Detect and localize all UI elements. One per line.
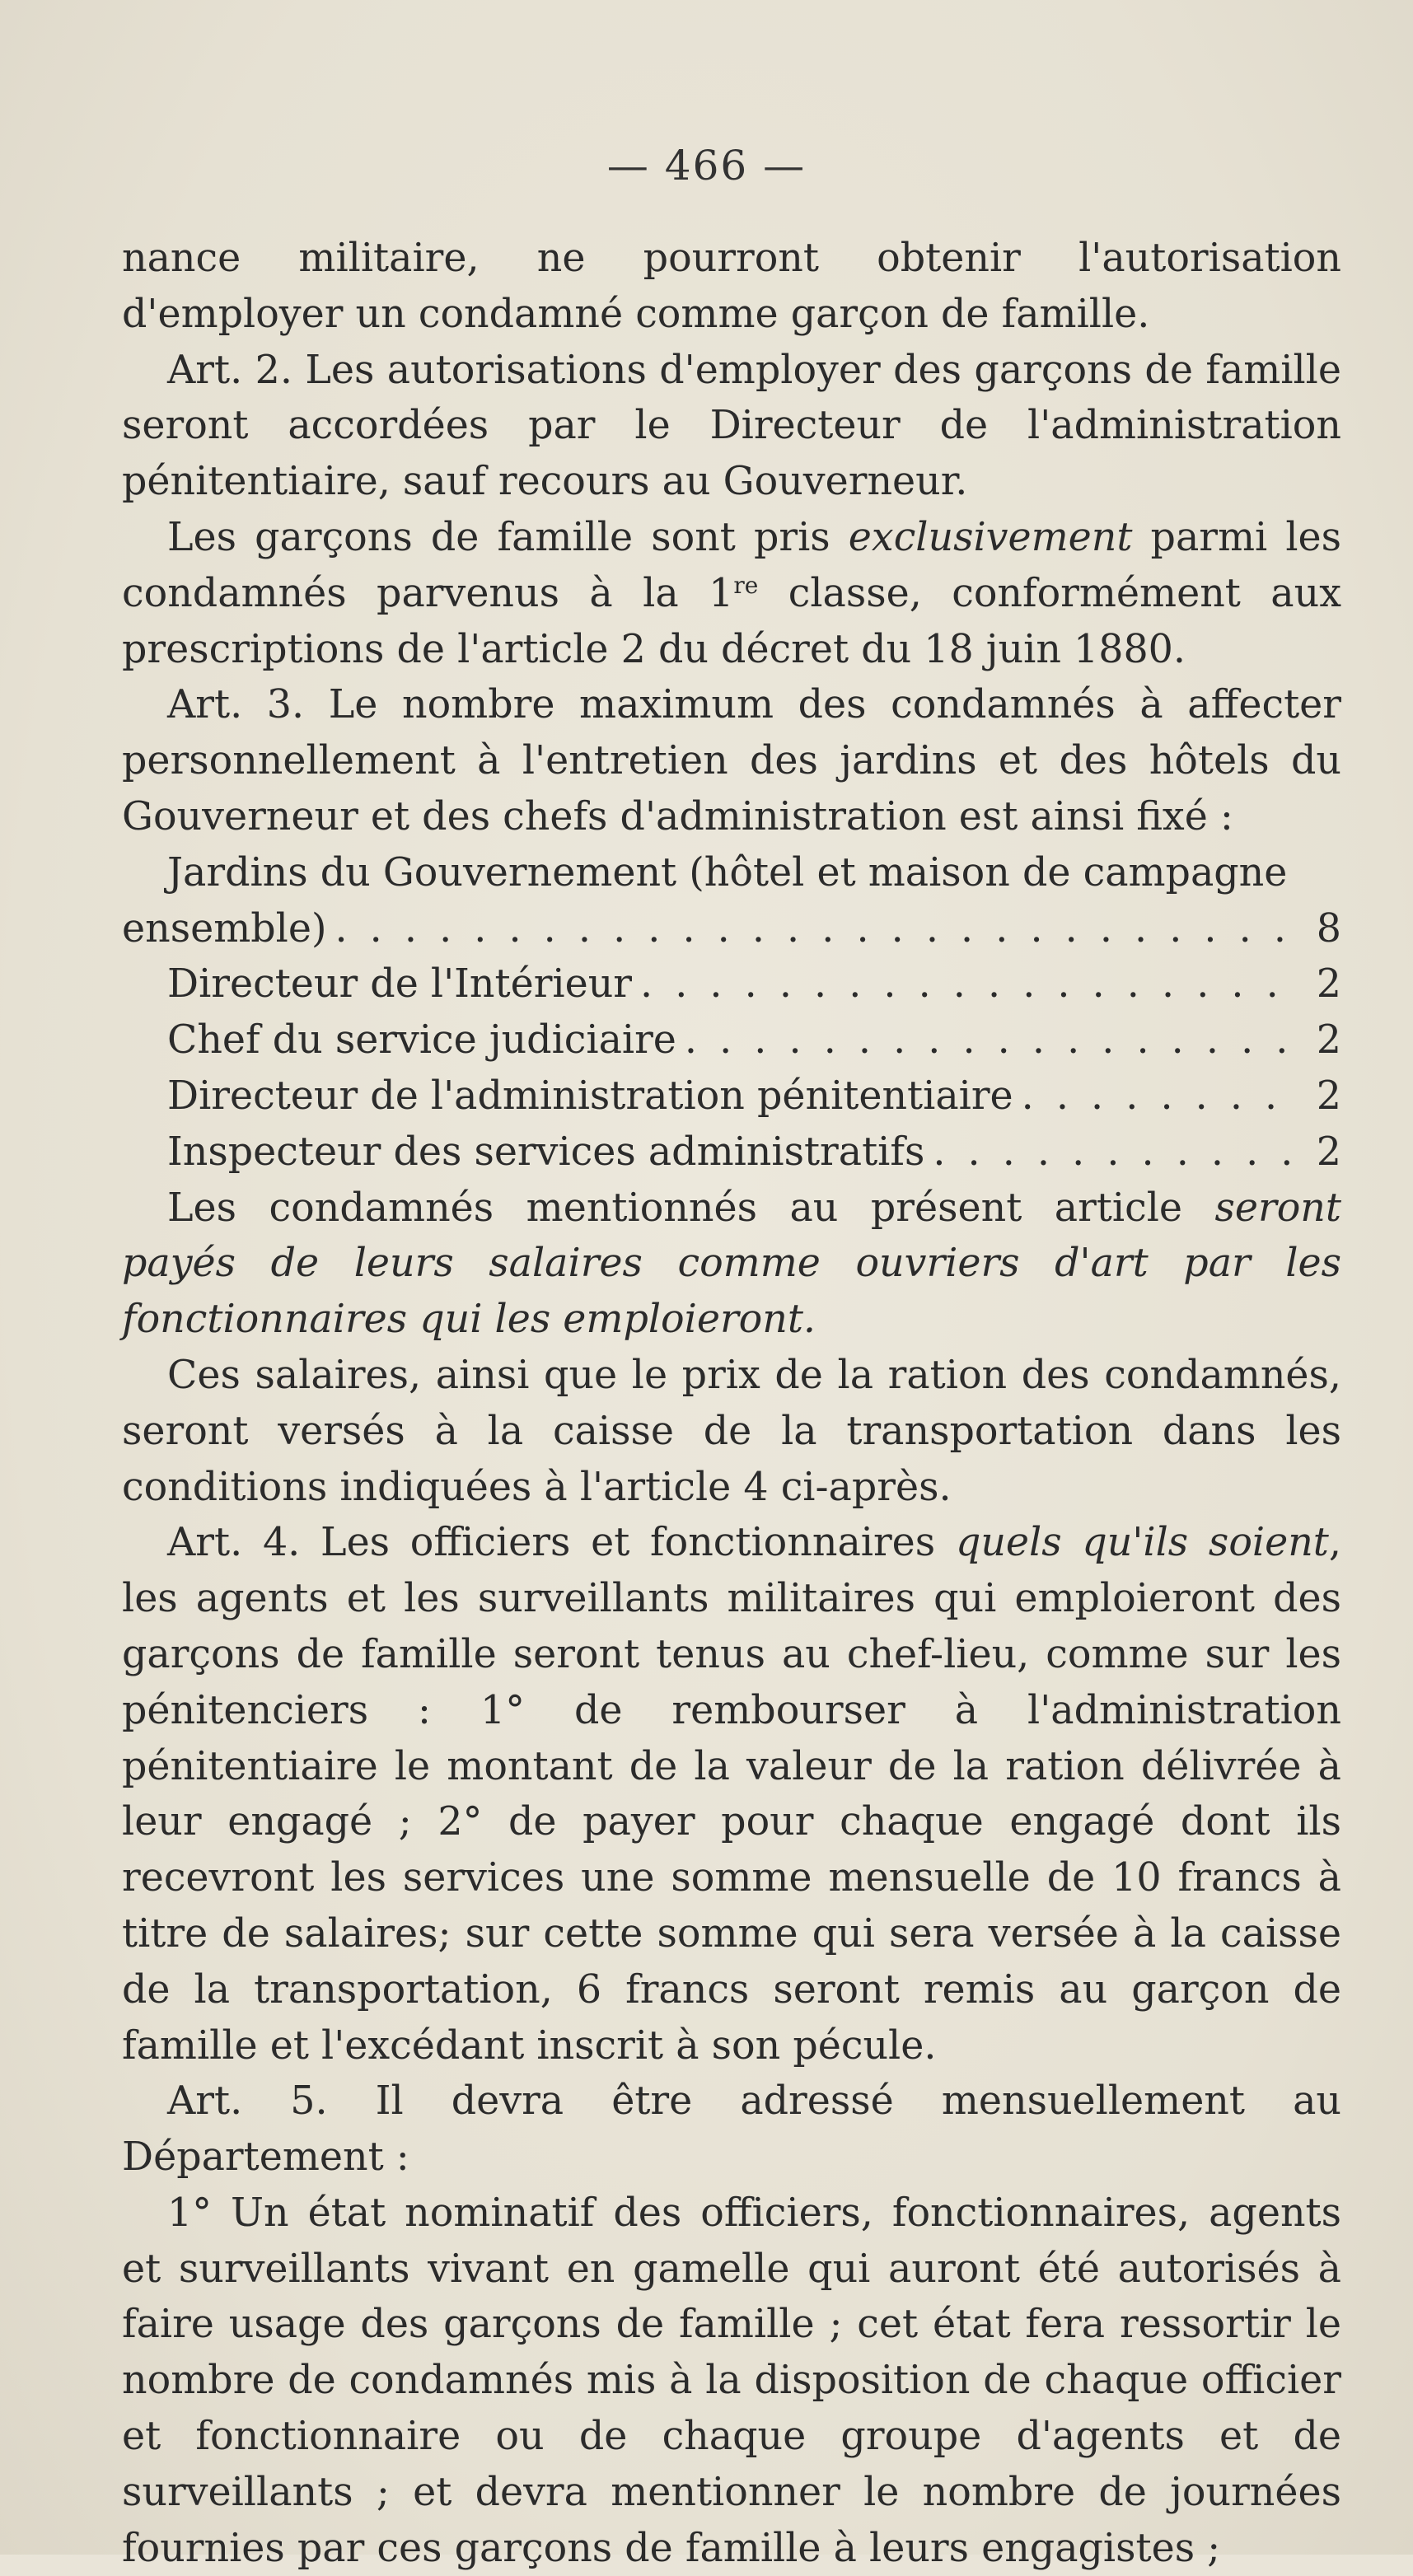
paragraph-text: parmi les condamnés parvenus à la 1 (122, 514, 1342, 616)
allocation-count: 2 (1316, 1073, 1341, 1119)
paragraph-garcons-selection (122, 510, 1341, 677)
superscript: re (733, 571, 759, 599)
paragraph-etat-nominatif: 1° Un état nominatif des officiers, fonctionnaires, agents et surveillants vivant en gamelle qui auront été autorisés à faire usage des garçons de famille ; cet état fera ressortir le nombre de condamnés mis à la disposition de chaque officier et fonctionnaire ou de chaque groupe d'agents et de surveillants ; et devra mentionner le nombre de journées fournies par ces garçons de famille à leurs engagistes ; (122, 2190, 1341, 2571)
paragraph-text: Les condamnés mentionnés au présent article (167, 1185, 1215, 1231)
allocation-label: Inspecteur des services administratifs (167, 1129, 925, 1175)
allocation-row (122, 1068, 1341, 1124)
paragraph-continuation: nance militaire, ne pourront obtenir l'autorisation d'employer un condamné comme garçon de famille. (122, 236, 1341, 337)
paragraph-text: classe, conformément aux prescriptions de l'article 2 du décret du 18 juin 1880. (122, 570, 1341, 672)
dot-leader (1022, 1068, 1300, 1124)
allocation-label: Directeur de l'Intérieur (167, 961, 633, 1007)
dot-leader (640, 956, 1300, 1012)
allocation-table (122, 845, 1341, 1180)
allocation-row (122, 901, 1341, 957)
article-2: Art. 2. Les autorisations d'employer des garçons de famille seront accordées par le Directeur de l'administration pénitentiaire, sauf recours au Gouverneur. (122, 347, 1341, 505)
dot-leader (335, 901, 1300, 957)
paragraph-salaries: Ces salaires, ainsi que le prix de la ration des condamnés, seront versés à la caisse de la transportation dans les conditions indiquées à l'article 4 ci-après. (122, 1352, 1341, 1510)
dot-leader (933, 1124, 1300, 1180)
emphasis-text: seront payés de leurs salaires comme ouvriers d'art par les fonctionnaires qui les emploieront. (122, 1185, 1341, 1343)
article-5: Art. 5. Il devra être adressé mensuellement au Département : (122, 2078, 1341, 2181)
allocation-count: 8 (1316, 905, 1341, 951)
page-number: — 466 — (606, 142, 807, 189)
allocation-label: Directeur de l'administration pénitentiaire (167, 1073, 1013, 1119)
allocation-count: 2 (1316, 1017, 1341, 1064)
allocation-row (122, 1012, 1341, 1068)
allocation-row (122, 1124, 1341, 1180)
body-text (122, 231, 1341, 2576)
paragraph-payment (122, 1180, 1341, 1348)
paragraph-text: Art. 4. Les officiers et fonctionnaires (167, 1520, 956, 1566)
emphasis-text: exclusivement (848, 514, 1133, 560)
allocation-label: ensemble) (122, 905, 327, 951)
allocation-count: 2 (1316, 961, 1341, 1007)
paragraph-text: , les agents et les surveillants militaires qui emploieront des garçons de famille seront tenus au chef-lieu, comme sur les pénitenciers : 1° de rembourser à l'administration pénitentiaire le montant de la valeur de la ration délivrée à leur engagé ; 2° de payer pour chaque engagé dont ils recevront les services une somme mensuelle de 10 francs à titre de salaires; sur cette somme qui sera versée à la caisse de la transportation, 6 francs seront remis au garçon de famille et l'excédant inscrit à son pécule. (122, 1520, 1342, 2069)
dot-leader (685, 1012, 1300, 1068)
article-3: Art. 3. Le nombre maximum des condamnés à affecter personnellement à l'entretien des jardins et des hôtels du Gouverneur et des chefs d'administration est ainsi fixé : (122, 682, 1341, 839)
allocation-label: Chef du service judiciaire (167, 1017, 676, 1064)
allocation-heading: Jardins du Gouvernement (hôtel et maison de campagne (167, 849, 1288, 895)
paragraph-text: Les garçons de famille sont pris (167, 514, 849, 560)
allocation-row (122, 956, 1341, 1012)
allocation-count: 2 (1316, 1129, 1341, 1175)
emphasis-text: quels qu'ils soient (955, 1520, 1329, 1566)
article-4 (122, 1515, 1341, 2073)
